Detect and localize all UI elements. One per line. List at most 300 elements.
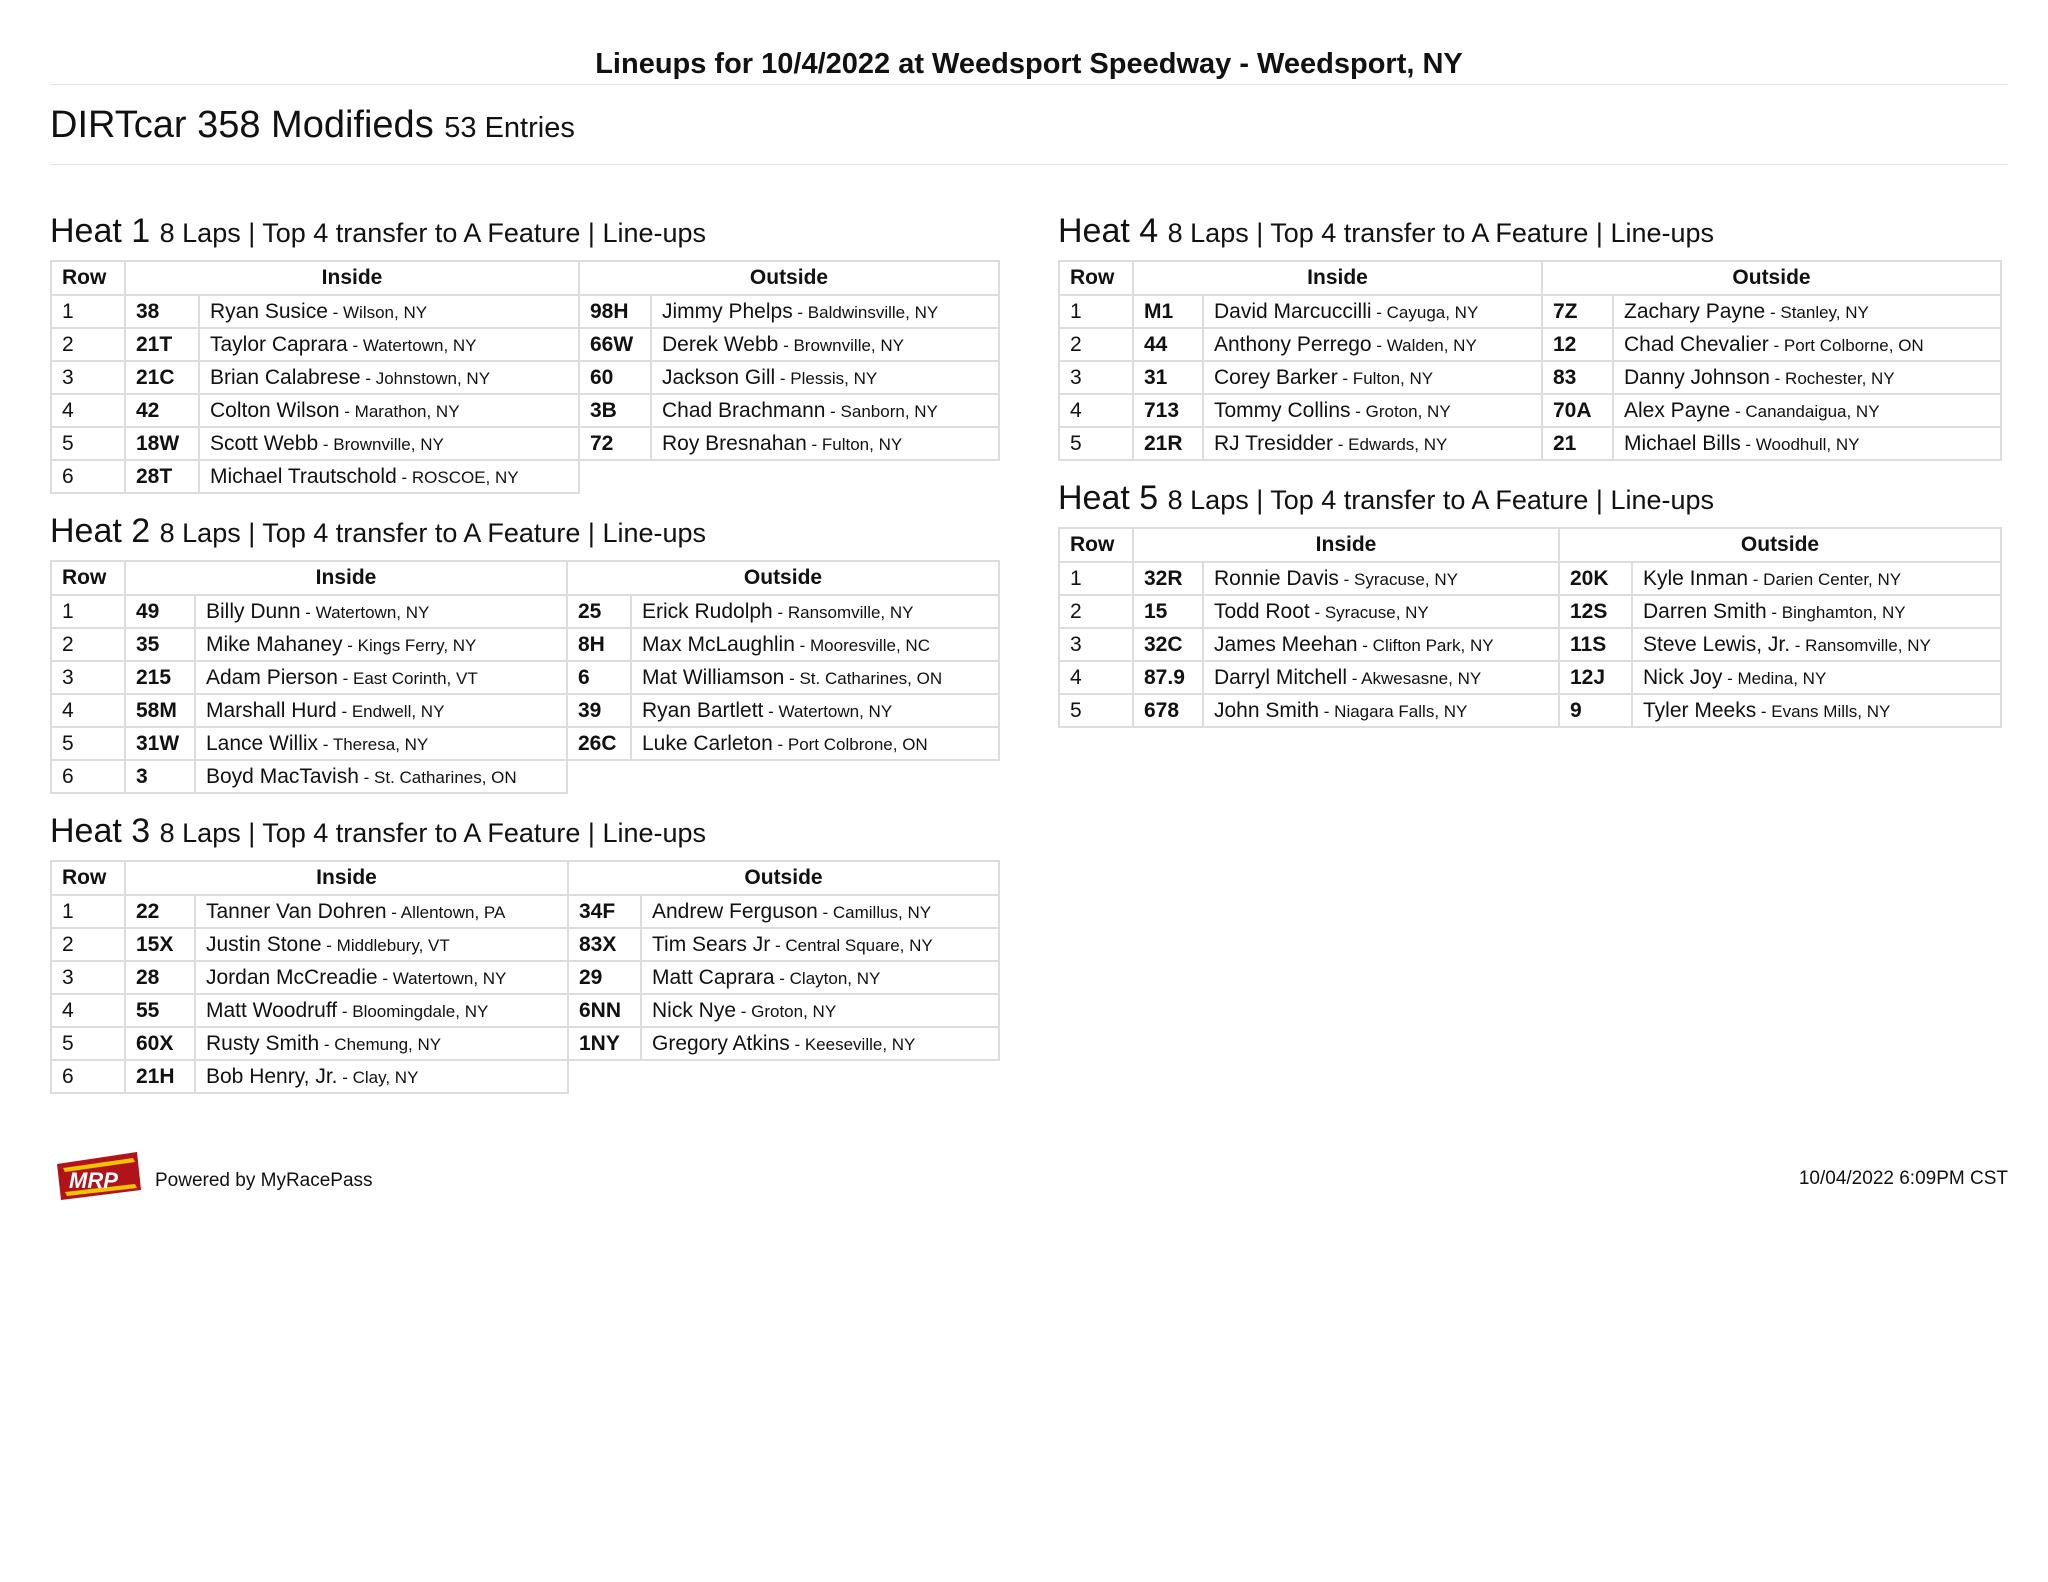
- outside-car-number: 12: [1542, 328, 1613, 361]
- driver-hometown: - Clay, NY: [337, 1067, 419, 1087]
- inside-driver: [199, 460, 579, 493]
- driver-name: Andrew Ferguson: [652, 899, 818, 923]
- driver-name: Kyle Inman: [1643, 566, 1749, 590]
- inside-driver: [1203, 661, 1559, 694]
- driver-name: Tanner Van Dohren: [206, 899, 387, 923]
- driver-hometown: - Watertown, NY: [763, 701, 893, 721]
- driver-name: David Marcuccilli: [1214, 299, 1372, 323]
- row-number: 3: [1059, 361, 1133, 394]
- inside-car-number: 38: [125, 295, 199, 328]
- driver-hometown: - Niagara Falls, NY: [1319, 701, 1468, 721]
- inside-driver: [1203, 562, 1559, 595]
- driver-name: Ronnie Davis: [1214, 566, 1339, 590]
- row-number: 5: [51, 427, 125, 460]
- outside-driver: [651, 361, 999, 394]
- driver-name: Roy Bresnahan: [662, 431, 807, 455]
- outside-driver: [631, 727, 999, 760]
- driver-name: Alex Payne: [1624, 398, 1731, 422]
- inside-car-number: 22: [125, 895, 195, 928]
- empty-outside-slot: [579, 460, 999, 493]
- table-row: [51, 427, 999, 460]
- driver-hometown: - Groton, NY: [736, 1001, 837, 1021]
- driver-name: Chad Brachmann: [662, 398, 826, 422]
- heat-name: Heat 1: [50, 212, 151, 250]
- series-divider: [50, 164, 2008, 165]
- table-row: [1059, 661, 2001, 694]
- inside-car-number: 42: [125, 394, 199, 427]
- table-row: [51, 895, 999, 928]
- inside-driver: [1203, 628, 1559, 661]
- inside-driver: [199, 295, 579, 328]
- driver-hometown: - Watertown, NY: [377, 968, 507, 988]
- driver-name: Bob Henry, Jr.: [206, 1064, 338, 1088]
- heat-info: 8 Laps | Top 4 transfer to A Feature | Line-ups: [159, 818, 707, 848]
- row-number: 6: [51, 460, 125, 493]
- outside-driver: [1613, 394, 2001, 427]
- outside-driver: [641, 895, 999, 928]
- outside-driver: [641, 928, 999, 961]
- outside-car-number: 8H: [567, 628, 631, 661]
- driver-name: Nick Joy: [1643, 665, 1723, 689]
- table-row: [51, 394, 999, 427]
- table-row: [1059, 394, 2001, 427]
- outside-car-number: 6NN: [568, 994, 641, 1027]
- row-number: 3: [51, 961, 125, 994]
- outside-car-number: 72: [579, 427, 651, 460]
- inside-car-number: 215: [125, 661, 195, 694]
- row-number: 5: [1059, 694, 1133, 727]
- inside-car-number: 87.9: [1133, 661, 1203, 694]
- table-header-row: [1059, 261, 2001, 295]
- driver-name: Tim Sears Jr: [652, 932, 771, 956]
- timestamp: 10/04/2022 6:09PM CST: [1798, 1168, 2008, 1189]
- outside-driver: [1613, 328, 2001, 361]
- table-row: [1059, 628, 2001, 661]
- outside-car-number: 66W: [579, 328, 651, 361]
- table-row: [51, 928, 999, 961]
- inside-car-number: 55: [125, 994, 195, 1027]
- series-name: DIRTcar 358 Modifieds: [50, 104, 434, 146]
- driver-hometown: - Endwell, NY: [336, 701, 445, 721]
- outside-driver: [641, 961, 999, 994]
- driver-hometown: - Middlebury, VT: [321, 935, 450, 955]
- lineup-table: [50, 860, 1000, 1094]
- inside-driver: [195, 1027, 568, 1060]
- outside-car-number: 39: [567, 694, 631, 727]
- row-number: 1: [51, 595, 125, 628]
- driver-hometown: - Keeseville, NY: [789, 1034, 916, 1054]
- inside-header: Inside: [1133, 528, 1559, 562]
- row-number: 4: [51, 694, 125, 727]
- driver-name: Steve Lewis, Jr.: [1643, 632, 1791, 656]
- driver-hometown: - Medina, NY: [1722, 668, 1827, 688]
- heat-name: Heat 4: [1058, 212, 1159, 250]
- driver-hometown: - Central Square, NY: [770, 935, 933, 955]
- driver-name: Colton Wilson: [210, 398, 340, 422]
- inside-driver: [1203, 394, 1542, 427]
- row-header: Row: [1059, 528, 1133, 562]
- driver-hometown: - Mooresville, NC: [794, 635, 930, 655]
- row-header: Row: [51, 261, 125, 295]
- inside-car-number: 32R: [1133, 562, 1203, 595]
- heat-section: [50, 210, 998, 494]
- inside-driver: [1203, 361, 1542, 394]
- inside-driver: [195, 661, 567, 694]
- table-header-row: [51, 261, 999, 295]
- driver-hometown: - St. Catharines, ON: [358, 767, 517, 787]
- driver-hometown: - Brownville, NY: [778, 335, 904, 355]
- outside-car-number: 83X: [568, 928, 641, 961]
- inside-driver: [195, 1060, 568, 1093]
- inside-driver: [195, 994, 568, 1027]
- series-entries: 53 Entries: [444, 112, 575, 144]
- driver-hometown: - Theresa, NY: [318, 734, 429, 754]
- inside-driver: [1203, 694, 1559, 727]
- row-number: 2: [1059, 595, 1133, 628]
- row-number: 6: [51, 760, 125, 793]
- outside-car-number: 83: [1542, 361, 1613, 394]
- driver-name: Michael Bills: [1624, 431, 1741, 455]
- outside-driver: [1632, 562, 2001, 595]
- driver-hometown: - Clayton, NY: [774, 968, 881, 988]
- inside-car-number: 21R: [1133, 427, 1203, 460]
- table-header-row: [1059, 528, 2001, 562]
- driver-name: Corey Barker: [1214, 365, 1338, 389]
- inside-driver: [1203, 295, 1542, 328]
- outside-car-number: 29: [568, 961, 641, 994]
- driver-name: Zachary Payne: [1624, 299, 1766, 323]
- inside-car-number: 28: [125, 961, 195, 994]
- driver-hometown: - Binghamton, NY: [1766, 602, 1906, 622]
- driver-name: Rusty Smith: [206, 1031, 320, 1055]
- row-number: 5: [1059, 427, 1133, 460]
- outside-car-number: 98H: [579, 295, 651, 328]
- driver-name: Adam Pierson: [206, 665, 338, 689]
- inside-car-number: 21H: [125, 1060, 195, 1093]
- driver-name: Mat Williamson: [642, 665, 785, 689]
- inside-driver: [199, 361, 579, 394]
- outside-driver: [1613, 427, 2001, 460]
- outside-driver: [641, 994, 999, 1027]
- driver-name: Anthony Perrego: [1214, 332, 1372, 356]
- lineup-table: [1058, 260, 2002, 461]
- inside-car-number: 21C: [125, 361, 199, 394]
- inside-car-number: 60X: [125, 1027, 195, 1060]
- heat-info: 8 Laps | Top 4 transfer to A Feature | Line-ups: [1167, 485, 1715, 515]
- outside-car-number: 3B: [579, 394, 651, 427]
- row-number: 1: [1059, 562, 1133, 595]
- driver-hometown: - Fulton, NY: [1337, 368, 1434, 388]
- inside-car-number: 49: [125, 595, 195, 628]
- inside-driver: [195, 961, 568, 994]
- driver-hometown: - Canandaigua, NY: [1730, 401, 1880, 421]
- driver-hometown: - Ransomville, NY: [772, 602, 914, 622]
- outside-car-number: 11S: [1559, 628, 1632, 661]
- outside-car-number: 25: [567, 595, 631, 628]
- inside-car-number: 15X: [125, 928, 195, 961]
- driver-hometown: - Chemung, NY: [319, 1034, 442, 1054]
- inside-car-number: 21T: [125, 328, 199, 361]
- driver-hometown: - St. Catharines, ON: [784, 668, 943, 688]
- driver-hometown: - Wilson, NY: [327, 302, 428, 322]
- driver-name: Michael Trautschold: [210, 464, 397, 488]
- driver-name: Chad Chevalier: [1624, 332, 1769, 356]
- heat-name: Heat 3: [50, 812, 151, 850]
- inside-header: Inside: [1133, 261, 1542, 295]
- inside-car-number: 3: [125, 760, 195, 793]
- inside-car-number: M1: [1133, 295, 1203, 328]
- outside-car-number: 1NY: [568, 1027, 641, 1060]
- driver-hometown: - Syracuse, NY: [1338, 569, 1458, 589]
- inside-driver: [199, 427, 579, 460]
- outside-driver: [651, 394, 999, 427]
- row-number: 4: [51, 994, 125, 1027]
- inside-driver: [195, 727, 567, 760]
- driver-name: Lance Willix: [206, 731, 319, 755]
- row-number: 3: [51, 661, 125, 694]
- driver-hometown: - Stanley, NY: [1765, 302, 1869, 322]
- driver-name: Tommy Collins: [1214, 398, 1351, 422]
- outside-header: Outside: [1542, 261, 2001, 295]
- driver-name: Mike Mahaney: [206, 632, 343, 656]
- row-number: 1: [1059, 295, 1133, 328]
- outside-header: Outside: [1559, 528, 2001, 562]
- driver-name: RJ Tresidder: [1214, 431, 1334, 455]
- table-row: [51, 694, 999, 727]
- driver-name: Max McLaughlin: [642, 632, 795, 656]
- title-divider: [50, 84, 2008, 85]
- document-title: Lineups for 10/4/2022 at Weedsport Speedway - Weedsport, NY: [595, 48, 1463, 80]
- outside-driver: [631, 628, 999, 661]
- footer: [55, 1148, 2008, 1208]
- driver-name: Darryl Mitchell: [1214, 665, 1348, 689]
- heat-title: [50, 210, 998, 260]
- left-column: [50, 210, 998, 1110]
- outside-car-number: 6: [567, 661, 631, 694]
- outside-driver: [1632, 628, 2001, 661]
- inside-driver: [195, 895, 568, 928]
- driver-hometown: - Syracuse, NY: [1309, 602, 1429, 622]
- driver-hometown: - Akwesasne, NY: [1347, 668, 1482, 688]
- table-row: [1059, 694, 2001, 727]
- row-number: 3: [51, 361, 125, 394]
- driver-hometown: - Allentown, PA: [386, 902, 506, 922]
- driver-name: Ryan Bartlett: [642, 698, 764, 722]
- outside-driver: [1632, 694, 2001, 727]
- driver-hometown: - Darien Center, NY: [1748, 569, 1902, 589]
- table-row: [1059, 295, 2001, 328]
- driver-name: Scott Webb: [210, 431, 319, 455]
- heat-title: [50, 810, 998, 860]
- driver-name: Nick Nye: [652, 998, 737, 1022]
- powered-by: Powered by MyRacePass: [155, 1170, 373, 1191]
- outside-driver: [1613, 361, 2001, 394]
- right-column: [1058, 210, 2008, 744]
- row-number: 2: [51, 628, 125, 661]
- logo-text: MRP: [69, 1168, 118, 1193]
- lineup-table: [1058, 527, 2002, 728]
- outside-header: Outside: [567, 561, 999, 595]
- driver-hometown: - Kings Ferry, NY: [342, 635, 477, 655]
- empty-outside-slot: [567, 760, 999, 793]
- outside-car-number: 60: [579, 361, 651, 394]
- driver-name: Matt Caprara: [652, 965, 775, 989]
- outside-car-number: 34F: [568, 895, 641, 928]
- outside-car-number: 12S: [1559, 595, 1632, 628]
- inside-car-number: 18W: [125, 427, 199, 460]
- table-row: [51, 727, 999, 760]
- empty-outside-slot: [568, 1060, 999, 1093]
- driver-name: Marshall Hurd: [206, 698, 337, 722]
- driver-hometown: - Evans Mills, NY: [1756, 701, 1891, 721]
- inside-header: Inside: [125, 261, 579, 295]
- driver-hometown: - Rochester, NY: [1769, 368, 1895, 388]
- table-row: [1059, 427, 2001, 460]
- outside-driver: [1613, 295, 2001, 328]
- driver-name: Luke Carleton: [642, 731, 773, 755]
- driver-hometown: - Clifton Park, NY: [1357, 635, 1494, 655]
- driver-name: Erick Rudolph: [642, 599, 773, 623]
- driver-hometown: - ROSCOE, NY: [396, 467, 519, 487]
- inside-driver: [1203, 328, 1542, 361]
- inside-car-number: 15: [1133, 595, 1203, 628]
- table-row: [51, 361, 999, 394]
- row-header: Row: [1059, 261, 1133, 295]
- inside-driver: [195, 628, 567, 661]
- driver-name: Matt Woodruff: [206, 998, 338, 1022]
- row-number: 6: [51, 1060, 125, 1093]
- outside-driver: [651, 427, 999, 460]
- driver-hometown: - Sanborn, NY: [825, 401, 938, 421]
- table-row: [51, 994, 999, 1027]
- table-row: [51, 760, 999, 793]
- row-number: 4: [1059, 394, 1133, 427]
- driver-hometown: - Camillus, NY: [817, 902, 932, 922]
- inside-car-number: 31W: [125, 727, 195, 760]
- driver-name: Danny Johnson: [1624, 365, 1770, 389]
- inside-car-number: 31: [1133, 361, 1203, 394]
- outside-car-number: 70A: [1542, 394, 1613, 427]
- outside-car-number: 9: [1559, 694, 1632, 727]
- outside-driver: [651, 328, 999, 361]
- driver-hometown: - Watertown, NY: [347, 335, 477, 355]
- table-row: [51, 661, 999, 694]
- inside-car-number: 678: [1133, 694, 1203, 727]
- outside-car-number: 21: [1542, 427, 1613, 460]
- outside-driver: [631, 595, 999, 628]
- driver-name: Jimmy Phelps: [662, 299, 793, 323]
- row-number: 2: [51, 928, 125, 961]
- inside-car-number: 58M: [125, 694, 195, 727]
- heat-name: Heat 5: [1058, 479, 1159, 517]
- inside-car-number: 713: [1133, 394, 1203, 427]
- driver-hometown: - Port Colborne, ON: [1768, 335, 1924, 355]
- inside-car-number: 35: [125, 628, 195, 661]
- table-row: [51, 628, 999, 661]
- table-row: [51, 460, 999, 493]
- lineup-table: [50, 560, 1000, 794]
- outside-driver: [631, 661, 999, 694]
- heat-info: 8 Laps | Top 4 transfer to A Feature | Line-ups: [159, 518, 707, 548]
- driver-name: Darren Smith: [1643, 599, 1767, 623]
- table-row: [51, 328, 999, 361]
- lineup-table: [50, 260, 1000, 494]
- table-row: [1059, 361, 2001, 394]
- outside-header: Outside: [579, 261, 999, 295]
- driver-name: Jordan McCreadie: [206, 965, 378, 989]
- driver-name: Derek Webb: [662, 332, 779, 356]
- inside-car-number: 32C: [1133, 628, 1203, 661]
- heat-title: [50, 510, 998, 560]
- inside-driver: [195, 928, 568, 961]
- table-row: [51, 961, 999, 994]
- table-row: [51, 295, 999, 328]
- heat-section: [50, 810, 998, 1094]
- row-number: 1: [51, 895, 125, 928]
- table-row: [51, 595, 999, 628]
- table-row: [1059, 595, 2001, 628]
- heat-title: [1058, 477, 2008, 527]
- table-header-row: [51, 561, 999, 595]
- outside-car-number: 26C: [567, 727, 631, 760]
- driver-hometown: - Marathon, NY: [339, 401, 460, 421]
- outside-driver: [631, 694, 999, 727]
- inside-driver: [199, 328, 579, 361]
- driver-name: Taylor Caprara: [210, 332, 348, 356]
- heat-section: [50, 510, 998, 794]
- outside-driver: [1632, 595, 2001, 628]
- inside-header: Inside: [125, 861, 568, 895]
- heat-section: [1058, 477, 2008, 728]
- inside-driver: [1203, 595, 1559, 628]
- inside-header: Inside: [125, 561, 567, 595]
- driver-hometown: - East Corinth, VT: [337, 668, 478, 688]
- heat-info: 8 Laps | Top 4 transfer to A Feature | Line-ups: [159, 218, 707, 248]
- driver-name: Gregory Atkins: [652, 1031, 790, 1055]
- inside-driver: [195, 760, 567, 793]
- table-header-row: [51, 861, 999, 895]
- heat-name: Heat 2: [50, 512, 151, 550]
- row-number: 2: [1059, 328, 1133, 361]
- inside-driver: [195, 595, 567, 628]
- driver-name: Todd Root: [1214, 599, 1310, 623]
- table-row: [51, 1027, 999, 1060]
- outside-car-number: 20K: [1559, 562, 1632, 595]
- row-number: 4: [1059, 661, 1133, 694]
- driver-name: Boyd MacTavish: [206, 764, 359, 788]
- inside-driver: [199, 394, 579, 427]
- driver-name: Tyler Meeks: [1643, 698, 1757, 722]
- driver-hometown: - Port Colbrone, ON: [772, 734, 928, 754]
- inside-driver: [195, 694, 567, 727]
- driver-hometown: - Watertown, NY: [300, 602, 430, 622]
- driver-hometown: - Johnstown, NY: [360, 368, 491, 388]
- heat-info: 8 Laps | Top 4 transfer to A Feature | Line-ups: [1167, 218, 1715, 248]
- row-number: 5: [51, 1027, 125, 1060]
- driver-hometown: - Edwards, NY: [1333, 434, 1448, 454]
- driver-hometown: - Cayuga, NY: [1371, 302, 1479, 322]
- driver-hometown: - Brownville, NY: [318, 434, 444, 454]
- row-number: 4: [51, 394, 125, 427]
- driver-hometown: - Walden, NY: [1371, 335, 1477, 355]
- inside-car-number: 44: [1133, 328, 1203, 361]
- driver-name: Justin Stone: [206, 932, 322, 956]
- driver-name: James Meehan: [1214, 632, 1358, 656]
- driver-hometown: - Ransomville, NY: [1790, 635, 1931, 655]
- heat-title: [1058, 210, 2008, 260]
- row-number: 1: [51, 295, 125, 328]
- series-title: [50, 104, 575, 147]
